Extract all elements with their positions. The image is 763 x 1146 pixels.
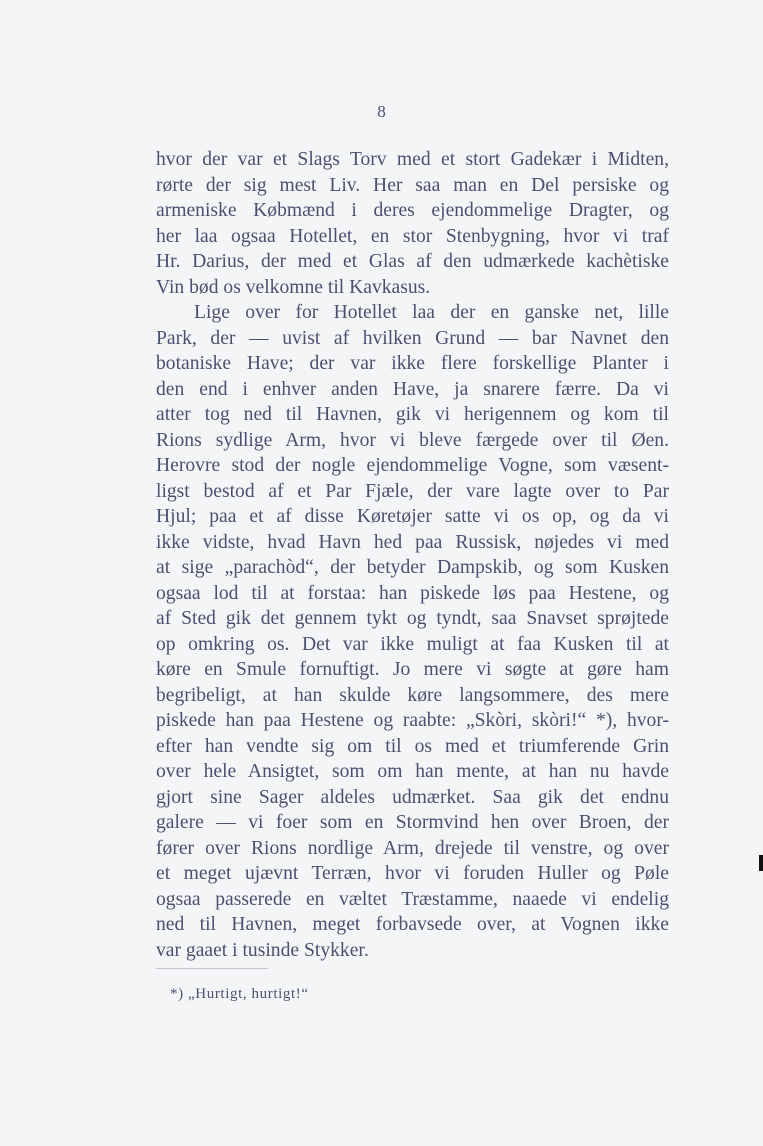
text-line: hvor der var et Slags Torv med et stort Gadekær i Midten, <box>156 149 669 170</box>
text-line: den end i enhver anden Have, ja snarere færre. Da vi <box>156 378 669 400</box>
text-line: Hjul; paa et af disse Køretøjer satte vi os op, og da vi <box>156 506 669 527</box>
text-line: Vin bød os velkomne til Kavkasus. <box>156 276 431 298</box>
paragraph-start-line: Lige over for Hotellet laa der en ganske net, lille <box>194 302 669 323</box>
text-line: at sige „parachòd“, der betyder Dampskib, og som Kusken <box>156 557 669 578</box>
text-line: piskede han paa Hestene og raabte: „Skòri, skòri!“ *), hvor- <box>156 710 669 731</box>
body-text <box>156 147 669 963</box>
text-line: fører over Rions nordlige Arm, drejede til venstre, og over <box>156 837 669 859</box>
footnote-divider <box>156 968 268 969</box>
text-line: over hele Ansigtet, som om han mente, at han nu havde <box>156 761 669 782</box>
text-line: et meget ujævnt Terræn, hvor vi foruden Huller og Pøle <box>156 863 669 884</box>
text-line: efter han vendte sig om til os med et triumferende Grin <box>156 735 669 757</box>
text-line: Park, der — uvist af hvilken Grund — bar Navnet den <box>156 327 669 349</box>
text-line: galere — vi foer som en Stormvind hen over Broen, der <box>156 812 669 833</box>
text-line: Herovre stod der nogle ejendommelige Vogne, som væsent- <box>156 455 669 476</box>
text-line: ikke vidste, hvad Havn hed paa Russisk, nøjedes vi med <box>156 531 669 553</box>
text-line: her laa ogsaa Hotellet, en stor Stenbygning, hvor vi traf <box>156 225 669 247</box>
text-line: armeniske Købmænd i deres ejendommelige Dragter, og <box>156 200 669 221</box>
text-line: ogsaa passerede en væltet Træstamme, naaede vi endelig <box>156 888 669 910</box>
text-line: ligst bestod af et Par Fjæle, der vare lagte over to Par <box>156 480 669 502</box>
text-line: gjort sine Sager aldeles udmærket. Saa gik det endnu <box>156 786 669 808</box>
page-number: 8 <box>377 102 386 121</box>
text-line: rørte der sig mest Liv. Her saa man en Del persiske og <box>156 174 669 196</box>
text-line: køre en Smule fornuftigt. Jo mere vi søgte at gøre ham <box>156 659 669 680</box>
text-line: ogsaa lod til at forstaa: han piskede løs paa Hestene, og <box>156 582 669 604</box>
text-line: Rions sydlige Arm, hvor vi bleve færgede over til Øen. <box>156 429 669 451</box>
text-line: Hr. Darius, der med et Glas af den udmærkede kachètiske <box>156 251 669 272</box>
text-line: botaniske Have; der var ikke flere forskellige Planter i <box>156 353 669 374</box>
text-line: var gaaet i tusinde Stykker. <box>156 939 369 961</box>
text-line: af Sted gik det gennem tykt og tyndt, saa Snavset sprøjtede <box>156 608 669 629</box>
text-line: op omkring os. Det var ikke muligt at faa Kusken til at <box>156 633 669 655</box>
text-line: ned til Havnen, meget forbavsede over, at Vognen ikke <box>156 914 669 935</box>
text-line: atter tog ned til Havnen, gik vi herigennem og kom til <box>156 404 669 425</box>
text-line: begribeligt, at han skulde køre langsommere, des mere <box>156 684 669 706</box>
footnote: *) „Hurtigt, hurtigt!“ <box>170 986 309 1002</box>
scan-edge-mark <box>759 855 763 871</box>
